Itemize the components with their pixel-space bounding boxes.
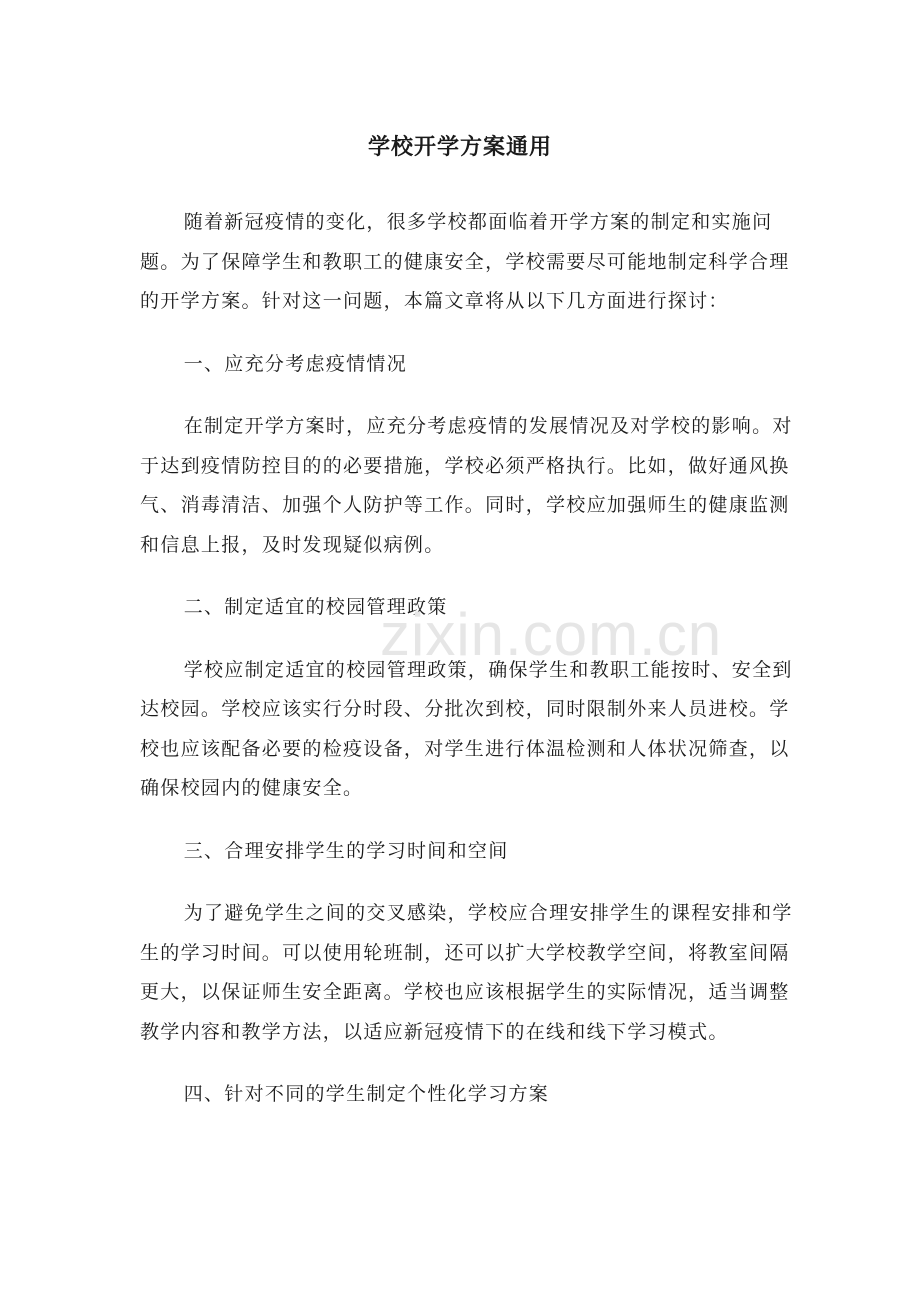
- section-heading-3: 三、合理安排学生的学习时间和空间: [183, 839, 509, 862]
- section-heading-1: 一、应充分考虑疫情情况: [183, 352, 407, 375]
- section-paragraph-1: 在制定开学方案时，应充分考虑疫情的发展情况及对学校的影响。对于达到疫情防控目的的必要措施，学校必须严格执行。比如，做好通风换气、消毒清洁、加强个人防护等工作。同时，学校应加强师生的健康监测和信息上报，及时发现疑似病例。: [140, 415, 793, 556]
- section-heading-4: 四、针对不同的学生制定个性化学习方案: [183, 1083, 550, 1105]
- intro-paragraph: 随着新冠疫情的变化，很多学校都面临着开学方案的制定和实施问题。为了保障学生和教职工的健康安全，学校需要尽可能地制定科学合理的开学方案。针对这一问题，本篇文章将从以下几方面进行探讨：: [140, 211, 790, 312]
- section-heading-2: 二、制定适宜的校园管理政策: [183, 596, 448, 618]
- document-body: [140, 203, 800, 1138]
- document-title: 学校开学方案通用: [367, 135, 552, 160]
- section-paragraph-3: 为了避免学生之间的交叉感染，学校应合理安排学生的课程安排和学生的学习时间。可以使用轮班制，还可以扩大学校教学空间，将教室间隔更大，以保证师生安全距离。学校也应该根据学生的实际情况，适当调整教学内容和教学方法，以适应新冠疫情下的在线和线下学习模式。: [140, 902, 793, 1043]
- watermark: zixin.com.cn: [380, 601, 723, 668]
- section-paragraph-2: 学校应制定适宜的校园管理政策，确保学生和教职工能按时、安全到达校园。学校应该实行分时段、分批次到校，同时限制外来人员进校。学校也应该配备必要的检疫设备，对学生进行体温检测和人体状况筛查，以确保校园内的健康安全。: [140, 658, 793, 799]
